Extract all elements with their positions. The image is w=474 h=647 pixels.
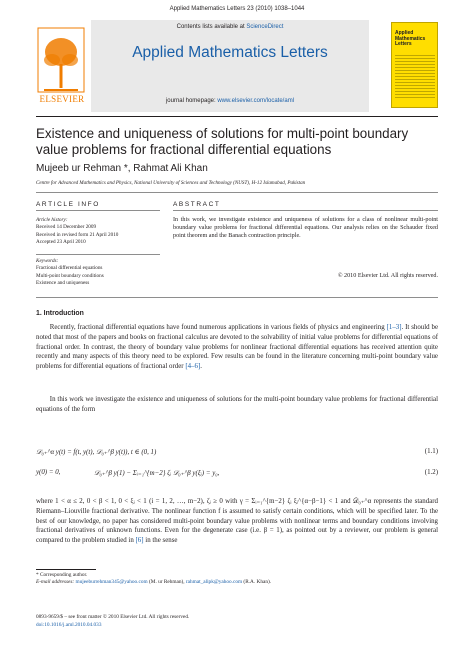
email-link[interactable]: rahmat_alipk@yahoo.com bbox=[185, 579, 243, 585]
masthead-rule bbox=[36, 116, 438, 117]
cover-pattern bbox=[395, 55, 435, 99]
header-divider bbox=[36, 192, 438, 193]
abstract-rule bbox=[173, 210, 438, 211]
homepage-link[interactable]: www.elsevier.com/locate/aml bbox=[217, 98, 295, 104]
elsevier-wordmark: ELSEVIER bbox=[39, 94, 85, 104]
equation-1-2 bbox=[36, 464, 438, 492]
abstract-copyright: © 2010 Elsevier Ltd. All rights reserved. bbox=[337, 273, 438, 279]
equation-condition-2: 𝒟₀₊^β y(1) − Σᵢ₌₁^{m−2} ζᵢ 𝒟₀₊^β y(ξᵢ) = y₀, bbox=[94, 470, 220, 477]
homepage-line: journal homepage: www.elsevier.com/locate/aml bbox=[165, 98, 295, 104]
citation-link[interactable]: [6] bbox=[135, 537, 144, 545]
footnote-emails: E-mail addresses: mujeeburrehman345@yahoo.com (M. ur Rehman), rahmat_alipk@yahoo.com (R.A. Khan). bbox=[36, 579, 272, 585]
journal-cover-thumbnail bbox=[391, 22, 438, 108]
doi-link[interactable]: doi:10.1016/j.aml.2010.04.033 bbox=[36, 621, 102, 628]
keywords bbox=[36, 258, 160, 287]
equation-number: (1.2) bbox=[424, 469, 438, 476]
history-revised: Received in revised form 21 April 2010 bbox=[36, 231, 119, 238]
issn-line: 0893-9659/$ – see front matter © 2010 Elsevier Ltd. All rights reserved. bbox=[36, 614, 190, 620]
article-info-heading: ARTICLE INFO bbox=[36, 201, 100, 208]
author-affiliation: Centre for Advanced Mathematics and Physics, National University of Sciences and Technology (NUST), H-12 Islamabad, Pakistan bbox=[36, 180, 306, 186]
intro-paragraph-2: In this work we investigate the existence and uniqueness of solutions for the multi-point boundary value problems for fractional differential equations of the form bbox=[36, 396, 438, 413]
article-title: Existence and uniqueness of solutions for multi-point boundary value problems for fractional differential equations bbox=[36, 126, 409, 157]
keyword-item: Fractional differential equations bbox=[36, 265, 103, 272]
equation-body: 𝒟₀₊^α y(t) = f(t, y(t), 𝒟₀₊^β y(t)), t ∈ (0, 1) bbox=[36, 449, 157, 456]
journal-title: Applied Mathematics Letters bbox=[132, 44, 328, 61]
sciencedirect-link[interactable]: ScienceDirect bbox=[246, 24, 284, 30]
article-info-separator bbox=[36, 254, 160, 255]
contents-line: Contents lists available at ScienceDirect bbox=[176, 24, 284, 30]
intro-paragraph-3: where 1 < α ≤ 2, 0 < β < 1, 0 < ξᵢ < 1 (i = 1, 2, …, m−2), ζᵢ ≥ 0 with γ = Σᵢ₌₁^{m−2} ζᵢ ξᵢ^{α−β−1} < 1 and 𝒟₀₊^α represents the standard Riemann–Liouville fractional derivative. The nonlinear function f is assumed to satisfy certain conditions, which will be specified later. To the best of our knowledge, no paper has considered multi-point boundary value problems with nonlinear terms and boundary conditions involving fractional derivatives of unknown functions. Even for the degenerate case (i.e. β = 1), as pointed out by a reviewer, our problem is general compared to the problem studied in [6] in the sense bbox=[36, 498, 438, 545]
citation-link[interactable]: [1–3] bbox=[386, 324, 402, 331]
front-matter-rule bbox=[36, 297, 438, 298]
cover-title: Applied Mathematics Letters bbox=[395, 30, 426, 48]
equation-1-1 bbox=[36, 448, 438, 460]
journal-reference: Applied Mathematics Letters 23 (2010) 1038–1044 bbox=[169, 6, 305, 12]
citation-link[interactable]: [4–6] bbox=[185, 363, 201, 371]
intro-paragraph-1: Recently, fractional differential equations have found numerous applications in various fields of physics and engineering [1–3]. It should be noted that most of the papers and books on fractional calculus are devoted to the solvability of initial value problems for differential equations of fractional order. In contrast, the theory of boundary value problems for nonlinear fractional differential equations has received attention quite recently and many aspects of this theory need to be explored. Few results can be found in the literature concerning multi-point boundary value problems for differential equations of fractional order [4–6]. bbox=[36, 324, 438, 371]
abstract-heading: ABSTRACT bbox=[173, 201, 221, 208]
footnote-rule bbox=[36, 569, 96, 570]
section-heading-introduction: 1. Introduction bbox=[36, 310, 84, 317]
history-accepted: Accepted 23 April 2010 bbox=[36, 238, 86, 245]
footnote-corresponding: * Corresponding author. bbox=[36, 572, 88, 578]
article-authors: Mujeeb ur Rehman *, Rahmat Ali Khan bbox=[36, 163, 208, 174]
history-label: Article history: bbox=[36, 217, 68, 223]
keyword-item: Existence and uniqueness bbox=[36, 279, 90, 286]
abstract-text: In this work, we investigate existence and uniqueness of solutions for a class of nonlinear multi-point boundary value problems for fractional differential equations. Our analysis relies on the Schauder fixed point theorem and the Banach contraction principle. bbox=[173, 217, 438, 240]
equation-condition-1: y(0) = 0, bbox=[36, 469, 61, 476]
keyword-item: Multi-point boundary conditions bbox=[36, 272, 104, 279]
issn-doi bbox=[36, 614, 438, 629]
email-link[interactable]: mujeeburrehman345@yahoo.com bbox=[75, 579, 148, 585]
article-info-rule bbox=[36, 210, 160, 211]
history-received: Received 14 December 2009 bbox=[36, 224, 97, 231]
keywords-label: Keywords: bbox=[36, 258, 59, 264]
journal-masthead bbox=[36, 20, 438, 114]
article-history bbox=[36, 217, 160, 246]
equation-number: (1.1) bbox=[424, 448, 438, 455]
